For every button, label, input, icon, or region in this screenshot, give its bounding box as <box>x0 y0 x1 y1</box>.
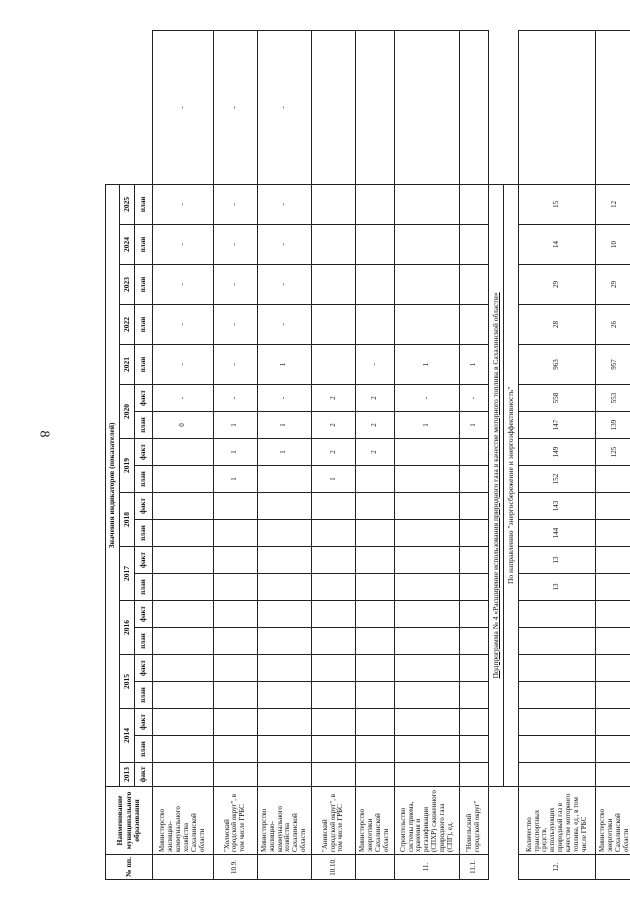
table-row <box>519 31 595 880</box>
value-cell <box>460 574 488 601</box>
value-cell: 149 <box>519 439 595 466</box>
value-cell <box>152 547 213 574</box>
value-cell <box>595 547 630 574</box>
value-cell <box>213 709 257 736</box>
value-cell <box>152 628 213 655</box>
value-cell: 1 <box>460 345 488 385</box>
fact-label: факт <box>135 547 152 574</box>
year-header: 2014 <box>120 709 135 763</box>
value-cell <box>395 305 460 345</box>
value-cell <box>355 265 394 305</box>
indicator-table <box>105 30 630 880</box>
value-cell <box>312 225 356 265</box>
value-cell <box>312 520 356 547</box>
plan-label: план <box>135 265 152 305</box>
value-cell: - <box>257 385 312 412</box>
value-cell: - <box>213 225 257 265</box>
value-cell <box>595 763 630 787</box>
value-cell: - <box>213 265 257 305</box>
value-cell: 28 <box>519 305 595 345</box>
page-number: 8 <box>36 430 52 438</box>
value-cell <box>519 601 595 628</box>
value-cell: 2 <box>355 412 394 439</box>
value-cell <box>312 736 356 763</box>
row-number: 11.1. <box>460 855 488 880</box>
row-name: Министерство энергетики Сахалинской области <box>595 787 630 855</box>
plan-label: план <box>135 184 152 224</box>
row-number: 10.10. <box>312 855 356 880</box>
value-cell: - <box>152 345 213 385</box>
fact-label: факт <box>135 763 152 787</box>
spacer-cell <box>488 855 503 880</box>
value-cell <box>595 466 630 493</box>
value-cell <box>460 601 488 628</box>
value-cell: 2 <box>312 385 356 412</box>
value-cell: 152 <box>519 466 595 493</box>
value-cell: 125 <box>595 439 630 466</box>
value-cell: 139 <box>595 412 630 439</box>
value-cell <box>460 466 488 493</box>
value-cell <box>152 574 213 601</box>
plan-label: план <box>135 628 152 655</box>
value-cell <box>312 655 356 682</box>
value-cell: - <box>257 225 312 265</box>
fact-label: факт <box>135 439 152 466</box>
value-cell: 10 <box>595 225 630 265</box>
value-cell <box>257 709 312 736</box>
row-number <box>595 855 630 880</box>
value-cell <box>257 493 312 520</box>
value-cell <box>152 493 213 520</box>
value-cell <box>312 31 356 185</box>
value-cell <box>152 709 213 736</box>
value-cell <box>395 628 460 655</box>
value-cell <box>460 628 488 655</box>
value-cell <box>257 682 312 709</box>
value-cell <box>395 184 460 224</box>
value-cell <box>152 601 213 628</box>
value-cell <box>355 547 394 574</box>
value-cell: - <box>152 31 213 185</box>
value-cell <box>395 574 460 601</box>
value-cell <box>152 736 213 763</box>
plan-label: план <box>135 682 152 709</box>
value-cell <box>257 574 312 601</box>
value-cell <box>395 547 460 574</box>
plan-label: план <box>135 520 152 547</box>
value-cell: - <box>395 385 460 412</box>
value-cell <box>460 520 488 547</box>
plan-label: план <box>135 412 152 439</box>
value-cell <box>595 655 630 682</box>
value-cell: - <box>257 305 312 345</box>
value-cell: 143 <box>519 493 595 520</box>
value-cell <box>257 601 312 628</box>
value-cell: 29 <box>519 265 595 305</box>
year-header: 2015 <box>120 655 135 709</box>
value-cell <box>355 31 394 185</box>
value-cell <box>355 628 394 655</box>
plan-label: план <box>135 574 152 601</box>
year-header: 2024 <box>120 225 135 265</box>
value-cell: 12 <box>595 184 630 224</box>
value-cell: 13 <box>519 574 595 601</box>
value-cell <box>460 225 488 265</box>
year-header: 2017 <box>120 547 135 601</box>
value-cell <box>395 763 460 787</box>
value-cell <box>355 736 394 763</box>
value-cell <box>395 601 460 628</box>
value-cell: - <box>213 305 257 345</box>
value-cell <box>460 655 488 682</box>
value-cell <box>312 763 356 787</box>
row-number: 11. <box>395 855 460 880</box>
row-name: Министерство энергетики Сахалинской области <box>355 787 394 855</box>
value-cell <box>595 628 630 655</box>
value-cell: 1 <box>460 412 488 439</box>
value-cell <box>460 184 488 224</box>
value-cell: 2 <box>355 385 394 412</box>
row-name: "Невельский городской округ" <box>460 787 488 855</box>
value-cell: 1 <box>257 439 312 466</box>
value-cell: - <box>355 345 394 385</box>
value-cell: 0 <box>152 412 213 439</box>
value-cell <box>312 601 356 628</box>
value-cell: - <box>152 184 213 224</box>
value-cell <box>355 225 394 265</box>
row-name: Министерство жилищно-коммунального хозяйства Сахалинской области <box>152 787 213 855</box>
value-cell <box>312 709 356 736</box>
year-header: 2020 <box>120 385 135 439</box>
value-cell: - <box>152 385 213 412</box>
value-cell <box>312 493 356 520</box>
plan-label: план <box>135 736 152 763</box>
row-number <box>355 855 394 880</box>
value-cell: - <box>152 225 213 265</box>
value-cell: - <box>257 265 312 305</box>
value-cell: 957 <box>595 345 630 385</box>
year-header: 2021 <box>120 345 135 385</box>
value-cell <box>595 574 630 601</box>
fact-label: факт <box>135 655 152 682</box>
value-cell <box>257 736 312 763</box>
col-name-header: Наименование муниципального образования <box>106 787 153 855</box>
value-cell: 963 <box>519 345 595 385</box>
value-cell <box>312 265 356 305</box>
value-cell <box>355 682 394 709</box>
value-cell <box>152 655 213 682</box>
spacer-cell <box>504 855 519 880</box>
year-header: 2025 <box>120 184 135 224</box>
row-name: "Анивский городской округ", в том числе ГРБС <box>312 787 356 855</box>
value-cell <box>519 709 595 736</box>
value-cell <box>395 493 460 520</box>
value-cell: - <box>257 31 312 185</box>
value-cell: - <box>213 31 257 185</box>
value-cell <box>312 628 356 655</box>
value-cell: 14 <box>519 225 595 265</box>
value-cell <box>257 547 312 574</box>
value-cell <box>595 31 630 185</box>
year-header: 2019 <box>120 439 135 493</box>
value-cell: 144 <box>519 520 595 547</box>
value-cell <box>595 601 630 628</box>
col-no-header: № пп. <box>106 855 153 880</box>
value-cell: 1 <box>257 412 312 439</box>
value-cell <box>395 439 460 466</box>
table-row <box>257 31 312 880</box>
value-cell <box>595 736 630 763</box>
value-cell: 15 <box>519 184 595 224</box>
value-cell <box>460 493 488 520</box>
value-cell <box>460 736 488 763</box>
value-cell: - <box>460 385 488 412</box>
value-cell: 2 <box>355 439 394 466</box>
direction-title: По направлению "энергосбережение и энергоэффективность" <box>504 184 519 786</box>
year-header: 2022 <box>120 305 135 345</box>
value-cell <box>152 682 213 709</box>
value-cell <box>152 466 213 493</box>
table-row <box>312 31 356 880</box>
value-cell <box>355 493 394 520</box>
value-cell <box>355 655 394 682</box>
table-row <box>460 31 488 880</box>
value-cell: 1 <box>312 466 356 493</box>
value-cell <box>595 493 630 520</box>
value-cell <box>395 655 460 682</box>
subprogram-title: Подпрограмма № 4 «Расширение использования природного газа в качестве моторного топлива в Сахалинской области» <box>488 184 503 786</box>
value-cell <box>460 547 488 574</box>
fact-label: факт <box>135 601 152 628</box>
plan-label: план <box>135 305 152 345</box>
value-cell <box>213 574 257 601</box>
value-cell <box>460 682 488 709</box>
value-cell <box>519 682 595 709</box>
value-cell <box>355 709 394 736</box>
table-row <box>152 31 213 880</box>
value-cell <box>257 466 312 493</box>
row-name: Строительство системы приема, хранения и регазификации (СПХР) сжиженного природного газа (СПГ), ед. <box>395 787 460 855</box>
value-cell <box>213 547 257 574</box>
row-number: 10.9. <box>213 855 257 880</box>
value-cell <box>257 655 312 682</box>
table-row <box>213 31 257 880</box>
row-number <box>152 855 213 880</box>
value-cell <box>312 345 356 385</box>
value-cell: 1 <box>395 412 460 439</box>
row-number: 12. <box>519 855 595 880</box>
value-cell <box>213 601 257 628</box>
value-cell <box>519 31 595 185</box>
table-body-lower <box>519 31 630 880</box>
year-header: 2018 <box>120 493 135 547</box>
value-cell <box>257 520 312 547</box>
value-cell: 1 <box>213 412 257 439</box>
value-cell <box>355 520 394 547</box>
row-number <box>257 855 312 880</box>
table-row <box>355 31 394 880</box>
value-cell <box>312 574 356 601</box>
value-cell <box>152 763 213 787</box>
fact-label: факт <box>135 493 152 520</box>
table-row <box>395 31 460 880</box>
value-cell <box>460 305 488 345</box>
value-cell: 1 <box>213 466 257 493</box>
value-cell <box>312 682 356 709</box>
value-cell <box>519 763 595 787</box>
value-cell <box>213 736 257 763</box>
value-cell <box>213 682 257 709</box>
fact-label: факт <box>135 709 152 736</box>
row-name: Количество транспортных средств, использующих природный газ в качестве моторного топлива, ед., в том числе ГРБС <box>519 787 595 855</box>
year-header: 2013 <box>120 763 135 787</box>
value-cell <box>595 520 630 547</box>
value-cell <box>257 763 312 787</box>
value-cell: - <box>257 184 312 224</box>
plan-label: план <box>135 345 152 385</box>
value-cell <box>312 184 356 224</box>
value-cell <box>460 763 488 787</box>
value-cell: - <box>213 345 257 385</box>
value-cell <box>519 736 595 763</box>
table-body-upper <box>152 31 488 880</box>
value-cell <box>460 439 488 466</box>
value-cell: 2 <box>312 439 356 466</box>
value-cell <box>355 601 394 628</box>
value-cell: 147 <box>519 412 595 439</box>
value-cell: - <box>152 305 213 345</box>
value-cell <box>355 466 394 493</box>
value-cell <box>152 439 213 466</box>
value-cell: 553 <box>595 385 630 412</box>
value-cell <box>395 736 460 763</box>
value-cell: 1 <box>257 345 312 385</box>
year-header: 2016 <box>120 601 135 655</box>
value-cell: - <box>152 265 213 305</box>
value-cell <box>213 493 257 520</box>
value-cell <box>213 628 257 655</box>
value-cell <box>395 265 460 305</box>
value-cell <box>213 655 257 682</box>
value-cell <box>460 709 488 736</box>
value-cell <box>395 682 460 709</box>
value-cell <box>395 466 460 493</box>
spacer-cell <box>488 787 503 855</box>
row-name: "Холмский городской округ", в том числе ГРБС <box>213 787 257 855</box>
value-cell: - <box>213 184 257 224</box>
rotated-table-wrapper <box>105 30 630 880</box>
value-cell: 13 <box>519 547 595 574</box>
value-cell <box>355 305 394 345</box>
year-header: 2023 <box>120 265 135 305</box>
value-cell <box>395 31 460 185</box>
value-cell <box>257 628 312 655</box>
value-cell: 2 <box>312 412 356 439</box>
value-cell: 1 <box>395 345 460 385</box>
value-cell <box>519 655 595 682</box>
value-cell <box>312 305 356 345</box>
value-cell: - <box>213 385 257 412</box>
value-cell <box>355 184 394 224</box>
value-cell <box>152 520 213 547</box>
value-cell: 29 <box>595 265 630 305</box>
value-cell <box>213 520 257 547</box>
plan-label: план <box>135 225 152 265</box>
value-cell <box>213 763 257 787</box>
value-cell <box>395 709 460 736</box>
row-name: Министерство жилищно-коммунального хозяйства Сахалинской области <box>257 787 312 855</box>
value-cell <box>395 520 460 547</box>
value-cell <box>460 31 488 185</box>
value-cell <box>595 709 630 736</box>
plan-label: план <box>135 466 152 493</box>
value-cell <box>355 763 394 787</box>
indicators-group-header: Значения индикаторов (показателей) <box>106 184 120 786</box>
spacer-cell <box>504 787 519 855</box>
value-cell <box>519 628 595 655</box>
table-row <box>595 31 630 880</box>
value-cell <box>595 682 630 709</box>
value-cell <box>395 225 460 265</box>
value-cell: 1 <box>213 439 257 466</box>
value-cell: 26 <box>595 305 630 345</box>
fact-label: факт <box>135 385 152 412</box>
value-cell <box>312 547 356 574</box>
value-cell <box>460 265 488 305</box>
value-cell: 558 <box>519 385 595 412</box>
value-cell <box>355 574 394 601</box>
